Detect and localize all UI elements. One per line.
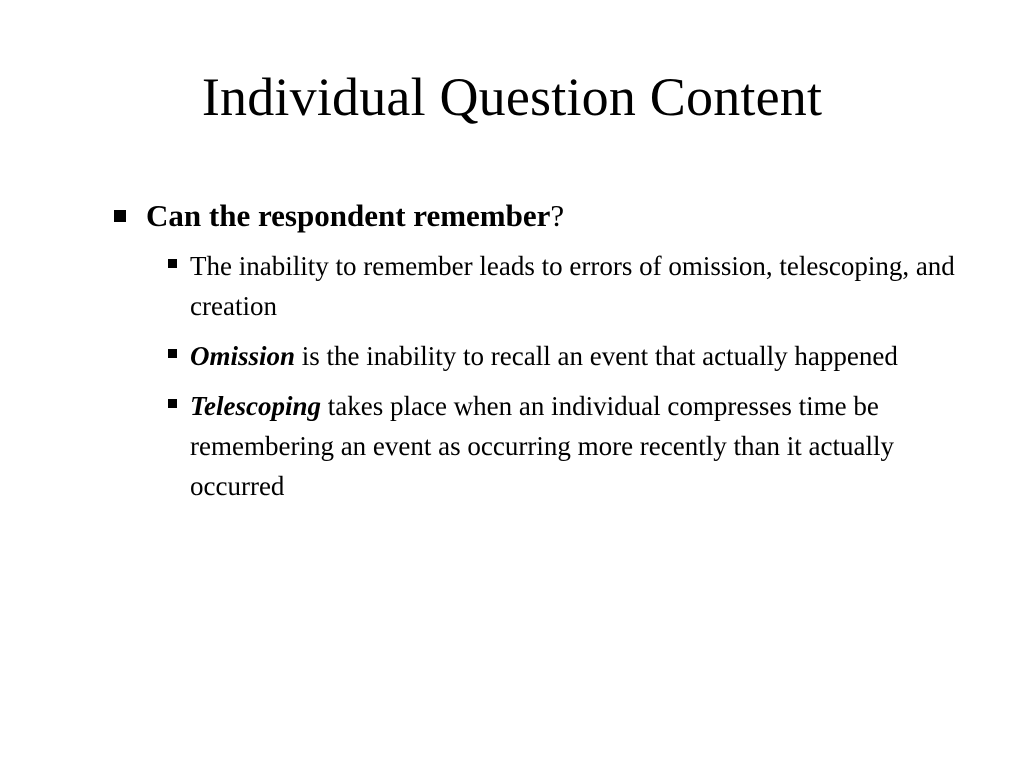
sub-bullet-1: [164, 246, 960, 326]
bullet-heading-punctuation: ?: [550, 198, 565, 233]
bullet-level1: [112, 196, 972, 236]
slide-content: [112, 196, 972, 516]
sub-bullet-text: takes place when an individual compresses time be remembering an event as occurring more recently than it actually occurred: [190, 391, 894, 501]
term-telescoping: Telescoping: [190, 391, 321, 421]
term-omission: Omission: [190, 341, 296, 371]
bullet-heading: Can the respondent remember: [146, 198, 551, 233]
square-bullet-icon: [114, 210, 126, 222]
sub-bullet-2: [164, 336, 960, 376]
sub-bullet-text: The inability to remember leads to errors of omission, telescoping, and creation: [190, 251, 955, 321]
sub-bullet-3: [164, 386, 960, 506]
square-bullet-icon: [168, 349, 177, 358]
square-bullet-icon: [168, 259, 177, 268]
slide-title: Individual Question Content: [201, 67, 823, 127]
square-bullet-icon: [168, 399, 177, 408]
sub-bullet-text: is the inability to recall an event that actually happened: [295, 341, 898, 371]
